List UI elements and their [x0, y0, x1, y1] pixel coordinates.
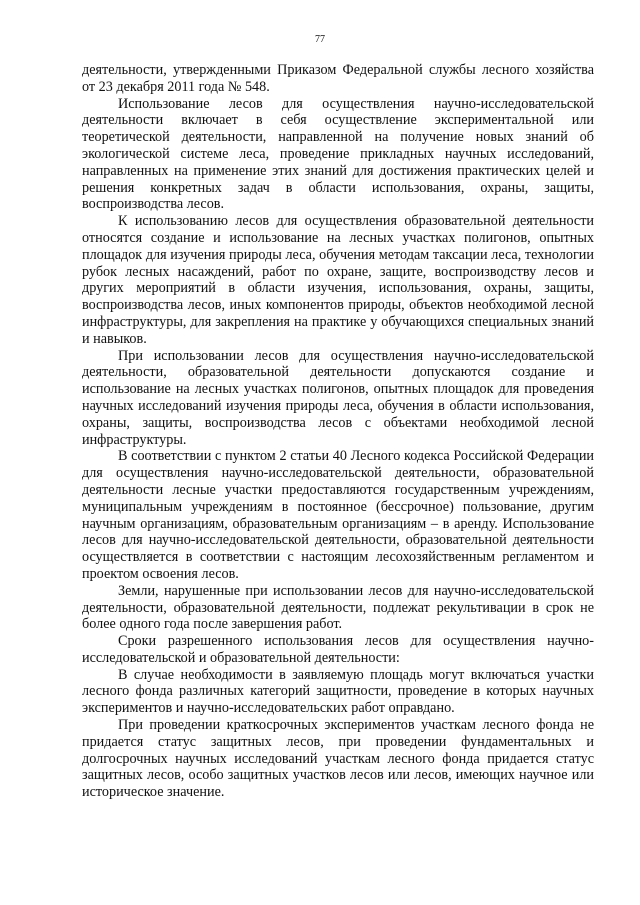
paragraph-educational-use: К использованию лесов для осуществления образовательной деятельности относятся создание и использование на лесных участках полигонов, опытных площадок для изучения природы леса, обучения методам таксации леса, технологии рубок лесных насаждений, работ по охране, защите, воспроизводству лесов и других мероприятий в области изучения, использования, охраны, защиты, воспроизводства лесов, иных компонентов природы, объектов необходимой лесной инфраструктуры, для закрепления на практике у обучающихся специальных знаний и навыков.: [82, 213, 594, 347]
paragraph-protection-categories: В случае необходимости в заявляемую площадь могут включаться участки лесного фонда различных категорий защитности, проведение в которых научных экспериментов и научно-исследовательских работ оправдано.: [82, 666, 594, 717]
page-number: 77: [315, 34, 325, 45]
paragraph-forest-code-article-40: В соответствии с пунктом 2 статьи 40 Лесного кодекса Российской Федерации для осуществления научно-исследовательской деятельности, образовательной деятельности лесные участки предоставляются государственным учреждениям, муниципальным учреждениям в постоянное (бессрочное) пользование, другим научным организациям, образовательным организациям – в аренду. Использование лесов для научно-исследовательской деятельности, образовательной деятельности осуществляется в соответствии с настоящим лесохозяйственным регламентом и проектом освоения лесов.: [82, 448, 594, 582]
paragraph-polygons-plots: При использовании лесов для осуществления научно-исследовательской деятельности, образовательной деятельности допускаются создание и использование на лесных участках полигонов, опытных площадок для проведения научных исследований изучения природы леса, обучения в области использования, охраны, защиты, воспроизводства лесов с объектами необходимой лесной инфраструктуры.: [82, 347, 594, 448]
paragraph-continuation: деятельности, утвержденными Приказом Федеральной службы лесного хозяйства от 23 декабря 2011 года № 548.: [82, 62, 594, 95]
paragraph-usage-terms: Сроки разрешенного использования лесов для осуществления научно-исследовательской и образовательной деятельности:: [82, 633, 594, 666]
document-body: [82, 62, 594, 801]
paragraph-land-reclamation: Земли, нарушенные при использовании лесов для научно-исследовательской деятельности, образовательной деятельности, подлежат рекультивации в срок не более одного года после завершения работ.: [82, 582, 594, 633]
paragraph-protected-forest-status: При проведении краткосрочных экспериментов участкам лесного фонда не придается статус защитных лесов, при проведении фундаментальных и долгосрочных научных исследований участкам лесного фонда придается статус защитных лесов, особо защитных участков лесов или лесов, имеющих научное или историческое значение.: [82, 717, 594, 801]
paragraph-research-use: Использование лесов для осуществления научно-исследовательской деятельности включает в себя осуществление экспериментальной или теоретической деятельности, направленной на получение новых знаний об экологической системе леса, проведение прикладных научных исследований, направленных на применение этих знаний для достижения практических целей и решения конкретных задач в области использования, охраны, защиты, воспроизводства лесов.: [82, 95, 594, 213]
